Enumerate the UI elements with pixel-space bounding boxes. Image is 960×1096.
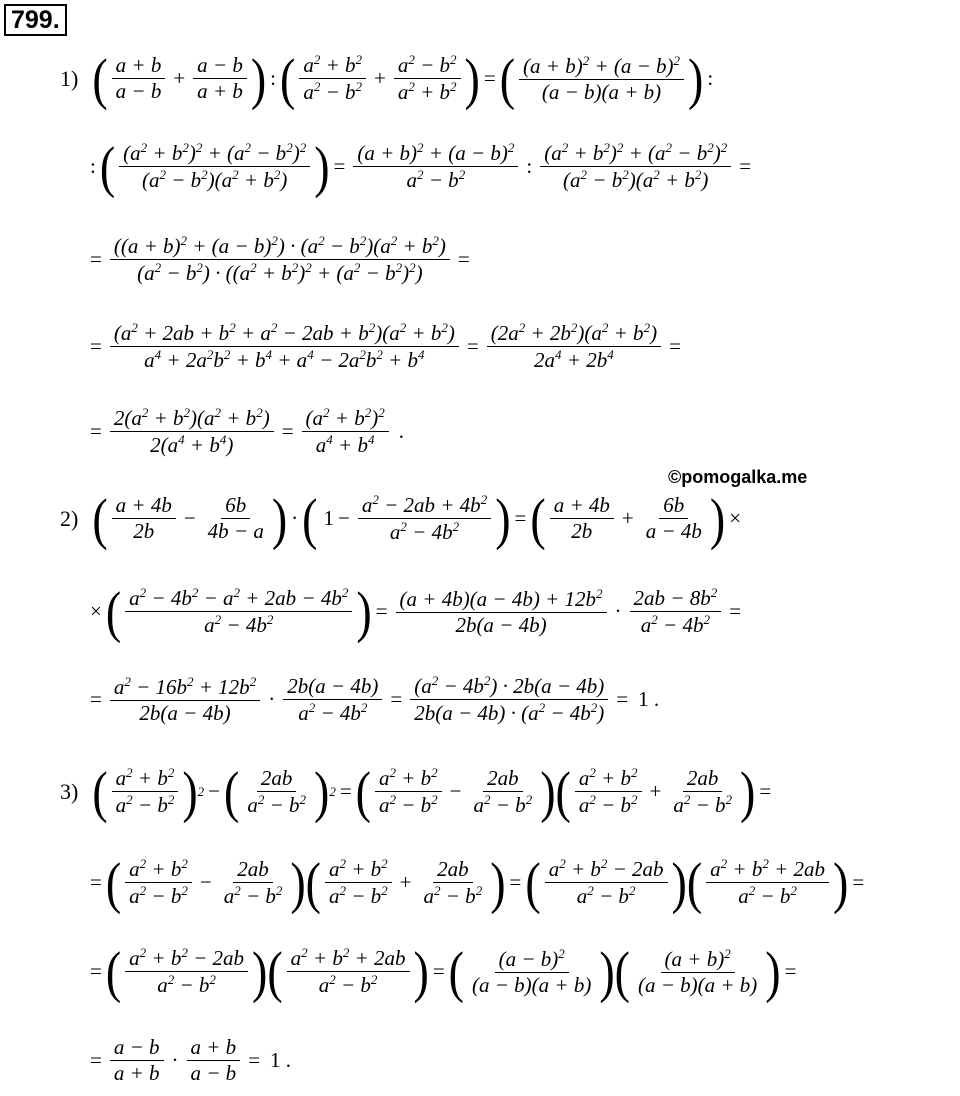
part3-line2 [86, 850, 868, 914]
part2-label: 2) [60, 505, 79, 531]
part2-line1 [60, 486, 745, 550]
math-expression: ( $\frac{a^2 + b^2}{a^2 - b^2}$ ) 2 − ( $\frac{2ab}{a^2 - b^2}$ ) 2 = ( $\frac{a^2 + b^2}{a^2 - b^2}$ − $\frac{2ab}{a^2 - b^2}$ )( $\frac{a^2 + b^2}{a^2 - b^2}$ + $\frac{2ab}{a^2 - b^2}$ ) = [92, 759, 772, 823]
math-expression: = $\frac{(a^2 + 2ab + b^2 + a^2 - 2ab + b^2)(a^2 + b^2)}{a^4 + 2a^2b^2 + b^4 + a^4 - 2a^2b^2 + b^4}$ = $\frac{(2a^2 + 2b^2)(a^2 + b^2)}{2a^4 + 2b^4}$ = [90, 320, 681, 373]
math-expression: : ( $\frac{(a^2 + b^2)^2 + (a^2 - b^2)^2}{(a^2 - b^2)(a^2 + b^2)}$ ) = $\frac{(a + b)^2 + (a - b)^2}{a^2 - b^2}$ : $\frac{(a^2 + b^2)^2 + (a^2 - b^2)^2}{(a^2 - b^2)(a^2 + b^2)}$ = [90, 134, 752, 198]
part2-line2 [86, 579, 745, 643]
part2-line3 [86, 673, 659, 726]
math-expression: = $\frac{a - b}{a + b}$ · $\frac{a + b}{a - b}$ = 1 . [90, 1035, 292, 1086]
part1-line5 [86, 405, 404, 458]
math-expression: ( $\frac{a + 4b}{2b}$ − $\frac{6b}{4b - a}$ ) · ( 1 − $\frac{a^2 - 2ab + 4b^2}{a^2 - 4b^2}$ ) = ( $\frac{a + 4b}{2b}$ + $\frac{6b}{a - 4b}$ ) × [92, 486, 742, 550]
math-expression: = $\frac{((a + b)^2 + (a - b)^2) \cdot (a^2 - b^2)(a^2 + b^2)}{(a^2 - b^2) \cdot ((a^2 + b^2)^2 + (a^2 - b^2)^2)}$ = [90, 233, 470, 286]
part3-line3 [86, 939, 800, 1003]
math-expression: = $\frac{2(a^2 + b^2)(a^2 + b^2)}{2(a^4 + b^4)}$ = $\frac{(a^2 + b^2)^2}{a^4 + b^4}$ . [90, 405, 404, 458]
part1-line1 [60, 46, 717, 110]
part1-line2 [86, 134, 755, 198]
part1-line4 [86, 320, 685, 373]
math-expression: ( $\frac{a + b}{a - b}$ + $\frac{a - b}{a + b}$ ) : ( $\frac{a^2 + b^2}{a^2 - b^2}$ + $\frac{a^2 - b^2}{a^2 + b^2}$ ) = ( $\frac{(a + b)^2 + (a - b)^2}{(a - b)(a + b)}$ ) : [92, 46, 714, 110]
part1-label: 1) [60, 65, 79, 91]
part3-label: 3) [60, 778, 79, 804]
math-expression: = ( $\frac{a^2 + b^2 - 2ab}{a^2 - b^2}$ )( $\frac{a^2 + b^2 + 2ab}{a^2 - b^2}$ ) = ( $\frac{(a - b)^2}{(a - b)(a + b)}$ )( $\frac{(a + b)^2}{(a - b)(a + b)}$ ) = [90, 939, 797, 1003]
watermark: ©pomogalka.me [668, 467, 808, 487]
math-expression: = ( $\frac{a^2 + b^2}{a^2 - b^2}$ − $\frac{2ab}{a^2 - b^2}$ )( $\frac{a^2 + b^2}{a^2 - b^2}$ + $\frac{2ab}{a^2 - b^2}$ ) = ( $\frac{a^2 + b^2 - 2ab}{a^2 - b^2}$ )( $\frac{a^2 + b^2 + 2ab}{a^2 - b^2}$ ) = [90, 850, 865, 914]
part3-line1 [60, 759, 775, 823]
part3-line4 [86, 1035, 291, 1086]
math-expression: × ( $\frac{a^2 - 4b^2 - a^2 + 2ab - 4b^2}{a^2 - 4b^2}$ ) = $\frac{(a + 4b)(a - 4b) + 12b^2}{2b(a - 4b)}$ · $\frac{2ab - 8b^2}{a^2 - 4b^2}$ = [90, 579, 742, 643]
part1-line3 [86, 233, 474, 286]
problem-number: 799. [4, 4, 67, 36]
math-expression: = $\frac{a^2 - 16b^2 + 12b^2}{2b(a - 4b)}$ · $\frac{2b(a - 4b)}{a^2 - 4b^2}$ = $\frac{(a^2 - 4b^2) \cdot 2b(a - 4b)}{2b(a - 4b) \cdot (a^2 - 4b^2)}$ = 1 . [90, 673, 660, 726]
